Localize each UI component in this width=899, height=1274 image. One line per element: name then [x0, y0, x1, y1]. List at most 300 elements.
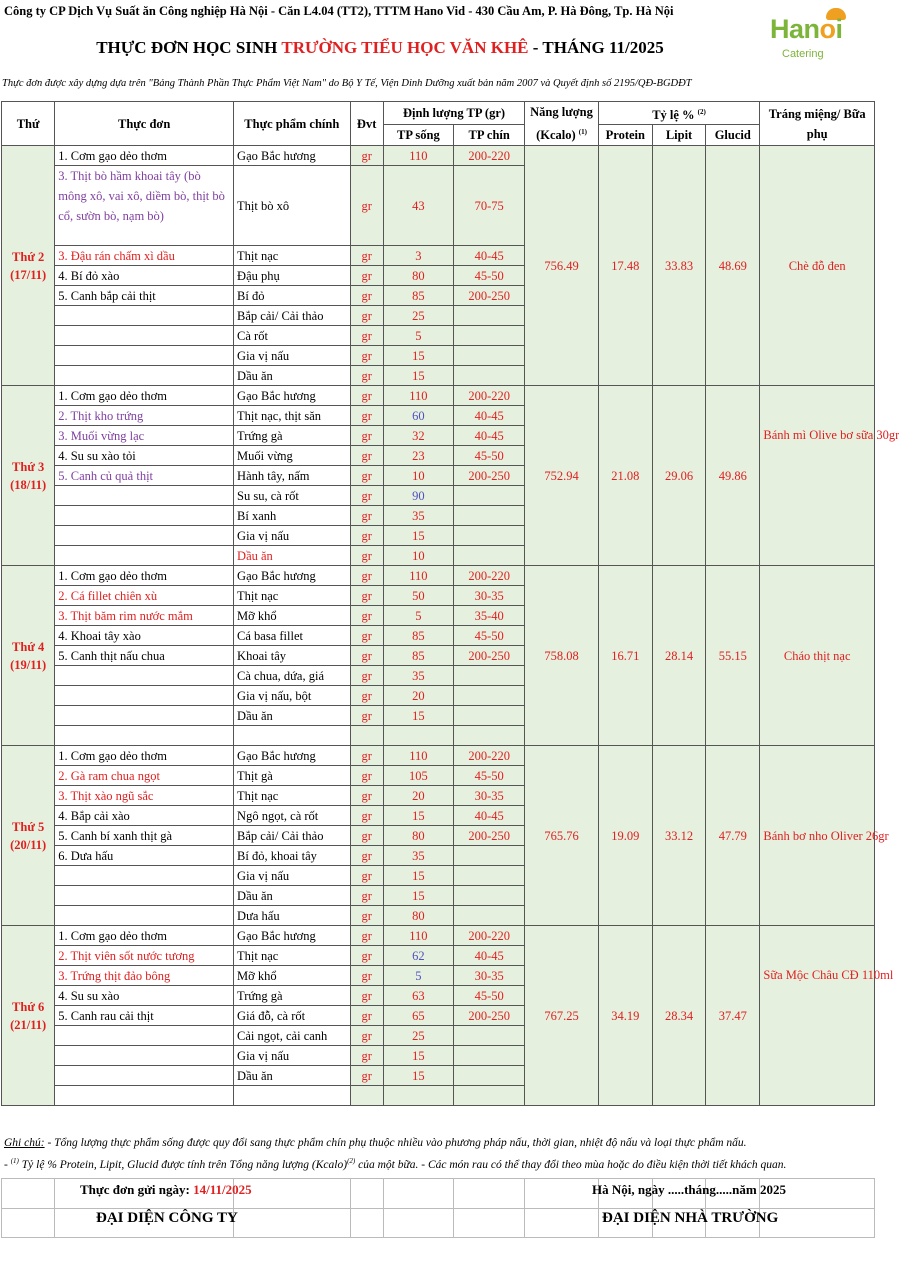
footnote-1 — [4, 1137, 747, 1149]
col-nang-luong — [525, 102, 598, 146]
raw-weight: 80 — [383, 906, 453, 926]
ingredient: Thịt nạc — [234, 586, 351, 606]
dessert: Chè đỗ đen — [760, 146, 875, 386]
col-thuc-pham: Thực phẩm chính — [234, 102, 351, 146]
cooked-weight — [454, 686, 525, 706]
cooked-weight — [454, 326, 525, 346]
dessert: Bánh mì Olive bơ sữa 30gr — [760, 386, 875, 566]
ingredient: Su su, cà rốt — [234, 486, 351, 506]
unit: gr — [350, 1066, 383, 1086]
raw-weight: 15 — [383, 706, 453, 726]
energy-value: 767.25 — [525, 926, 598, 1106]
col-ty-le-label: Tỷ lệ % — [652, 107, 695, 122]
dish-name — [55, 886, 234, 906]
dish-name: 4. Bắp cải xào — [55, 806, 234, 826]
cooked-weight: 200-220 — [454, 566, 525, 586]
unit: gr — [350, 366, 383, 386]
col-thu: Thứ — [2, 102, 55, 146]
day-label — [2, 566, 55, 746]
lipit-value: 28.14 — [652, 566, 705, 746]
dish-name: 1. Cơm gạo dẻo thơm — [55, 746, 234, 766]
title-suffix: - THÁNG 11/2025 — [528, 38, 664, 57]
logo-text-a: Han — [770, 14, 820, 44]
day-name: Thứ 4 — [12, 639, 45, 654]
unit: gr — [350, 746, 383, 766]
ingredient: Ngô ngọt, cà rốt — [234, 806, 351, 826]
logo-text — [770, 14, 843, 45]
glucid-value: 37.47 — [706, 926, 760, 1106]
raw-weight: 110 — [383, 566, 453, 586]
dish-name — [55, 906, 234, 926]
raw-weight: 35 — [383, 666, 453, 686]
glucid-value: 48.69 — [706, 146, 760, 386]
dish-name: 6. Dưa hấu — [55, 846, 234, 866]
day-name: Thứ 6 — [12, 999, 45, 1014]
menu-table — [1, 101, 899, 1106]
dish-name: 2. Thịt viên sốt nước tương — [55, 946, 234, 966]
energy-value: 752.94 — [525, 386, 598, 566]
cooked-weight: 40-45 — [454, 406, 525, 426]
ingredient: Gạo Bắc hương — [234, 566, 351, 586]
unit: gr — [350, 426, 383, 446]
day-date: (21/11) — [10, 1017, 47, 1032]
cooked-weight — [454, 866, 525, 886]
col-ty-le-sup: (2) — [697, 107, 706, 116]
ingredient: Cải ngọt, cải canh — [234, 1026, 351, 1046]
ingredient: Gia vị nấu, bột — [234, 686, 351, 706]
day-date: (18/11) — [10, 477, 47, 492]
cooked-weight — [454, 886, 525, 906]
dish-name — [55, 706, 234, 726]
dish-name — [55, 726, 234, 746]
unit: gr — [350, 386, 383, 406]
dish-name: 4. Khoai tây xào — [55, 626, 234, 646]
unit: gr — [350, 346, 383, 366]
ingredient: Dầu ăn — [234, 546, 351, 566]
dish-name — [55, 1046, 234, 1066]
raw-weight: 35 — [383, 506, 453, 526]
raw-weight: 110 — [383, 746, 453, 766]
cooked-weight: 45-50 — [454, 446, 525, 466]
unit: gr — [350, 486, 383, 506]
footnote-2b: của một bữa. - Các món rau có thể thay đổi theo mùa hoặc do điều kiện thời tiết khách quan. — [355, 1158, 787, 1171]
raw-weight: 60 — [383, 406, 453, 426]
dish-name — [55, 486, 234, 506]
raw-weight: 5 — [383, 606, 453, 626]
dish-name: 3. Thịt băm rim nước mắm — [55, 606, 234, 626]
cooked-weight: 45-50 — [454, 986, 525, 1006]
dish-name — [55, 366, 234, 386]
menu-row — [2, 566, 875, 586]
footnote-label: Ghi chú: — [4, 1137, 45, 1149]
unit: gr — [350, 986, 383, 1006]
raw-weight: 5 — [383, 966, 453, 986]
raw-weight: 15 — [383, 346, 453, 366]
ingredient: Gạo Bắc hương — [234, 746, 351, 766]
sent-date-value: 14/11/2025 — [193, 1182, 252, 1197]
raw-weight: 20 — [383, 786, 453, 806]
dish-name: 1. Cơm gạo dẻo thơm — [55, 146, 234, 166]
col-lipit: Lipit — [652, 125, 705, 146]
ingredient: Gạo Bắc hương — [234, 386, 351, 406]
raw-weight — [383, 1086, 453, 1106]
sent-date — [80, 1182, 252, 1198]
dish-name — [55, 866, 234, 886]
day-name: Thứ 2 — [12, 249, 45, 264]
unit: gr — [350, 546, 383, 566]
dish-name: 1. Cơm gạo dẻo thơm — [55, 566, 234, 586]
dessert: Sữa Mộc Châu CĐ 110ml — [760, 926, 875, 1106]
unit: gr — [350, 306, 383, 326]
day-label — [2, 746, 55, 926]
menu-body — [2, 146, 899, 1106]
col-ty-le — [598, 102, 760, 125]
raw-weight: 35 — [383, 846, 453, 866]
unit: gr — [350, 566, 383, 586]
cooked-weight: 70-75 — [454, 166, 525, 246]
ingredient: Gia vị nấu — [234, 1046, 351, 1066]
unit: gr — [350, 886, 383, 906]
date-line: Hà Nội, ngày .....tháng.....năm 2025 — [592, 1182, 786, 1197]
col-protein: Protein — [598, 125, 652, 146]
unit: gr — [350, 706, 383, 726]
cooked-weight: 30-35 — [454, 586, 525, 606]
raw-weight: 80 — [383, 266, 453, 286]
day-name: Thứ 5 — [12, 819, 45, 834]
raw-weight: 25 — [383, 306, 453, 326]
unit: gr — [350, 926, 383, 946]
cooked-weight — [454, 306, 525, 326]
cooked-weight — [454, 706, 525, 726]
raw-weight: 85 — [383, 286, 453, 306]
raw-weight: 15 — [383, 866, 453, 886]
day-label — [2, 926, 55, 1106]
cooked-weight — [454, 526, 525, 546]
day-date: (17/11) — [10, 267, 47, 282]
dish-name — [55, 306, 234, 326]
ingredient: Bắp cải/ Cải thảo — [234, 826, 351, 846]
unit: gr — [350, 786, 383, 806]
ingredient: Gia vị nấu — [234, 526, 351, 546]
raw-weight: 110 — [383, 146, 453, 166]
cooked-weight: 200-250 — [454, 1006, 525, 1026]
raw-weight: 43 — [383, 166, 453, 246]
dish-name: 5. Canh củ quả thịt — [55, 466, 234, 486]
raw-weight: 20 — [383, 686, 453, 706]
day-name: Thứ 3 — [12, 459, 45, 474]
dish-name: 3. Đậu rán chấm xì dầu — [55, 246, 234, 266]
cooked-weight: 40-45 — [454, 946, 525, 966]
cooked-weight: 200-220 — [454, 926, 525, 946]
hanoi-catering-logo — [764, 6, 872, 66]
dish-name: 1. Cơm gạo dẻo thơm — [55, 926, 234, 946]
unit: gr — [350, 1006, 383, 1026]
cooked-weight: 200-250 — [454, 286, 525, 306]
company-info: Công ty CP Dịch Vụ Suất ăn Công nghiệp Hà Nội - Căn L4.04 (TT2), TTTM Hano Vid - 430 Cầu Am, P. Hà Đông, Tp. Hà Nội — [4, 4, 674, 18]
raw-weight: 110 — [383, 386, 453, 406]
raw-weight: 62 — [383, 946, 453, 966]
cooked-weight — [454, 366, 525, 386]
raw-weight: 50 — [383, 586, 453, 606]
cooked-weight — [454, 1086, 525, 1106]
raw-weight: 5 — [383, 326, 453, 346]
ingredient — [234, 1086, 351, 1106]
unit: gr — [350, 326, 383, 346]
energy-value: 756.49 — [525, 146, 598, 386]
dish-name: 2. Gà ram chua ngọt — [55, 766, 234, 786]
menu-row — [2, 746, 875, 766]
raw-weight: 32 — [383, 426, 453, 446]
col-nang-luong-sup: (1) — [578, 128, 587, 136]
raw-weight: 15 — [383, 886, 453, 906]
ingredient: Dưa hấu — [234, 906, 351, 926]
col-thuc-don: Thực đơn — [55, 102, 234, 146]
ingredient: Khoai tây — [234, 646, 351, 666]
ingredient: Dầu ăn — [234, 1066, 351, 1086]
ingredient: Giá đỗ, cà rốt — [234, 1006, 351, 1026]
dish-name: 1. Cơm gạo dẻo thơm — [55, 386, 234, 406]
lipit-value: 33.12 — [652, 746, 705, 926]
dish-name: 3. Thịt bò hầm khoai tây (bò mông xô, vai xô, diềm bò, thịt bò cổ, sườn bò, nạm bò) — [55, 166, 234, 246]
ingredient: Muối vừng — [234, 446, 351, 466]
cooked-weight — [454, 1026, 525, 1046]
cooked-weight — [454, 346, 525, 366]
cooked-weight: 200-250 — [454, 826, 525, 846]
unit: gr — [350, 146, 383, 166]
dish-name: 4. Bí đỏ xào — [55, 266, 234, 286]
menu-row — [2, 146, 875, 166]
ingredient: Bắp cải/ Cải thảo — [234, 306, 351, 326]
energy-value: 758.08 — [525, 566, 598, 746]
ingredient: Thịt nạc — [234, 946, 351, 966]
footnote-2-prefix: - — [4, 1158, 11, 1171]
cooked-weight: 30-35 — [454, 966, 525, 986]
energy-value: 765.76 — [525, 746, 598, 926]
cooked-weight — [454, 666, 525, 686]
cooked-weight: 200-250 — [454, 646, 525, 666]
dish-name: 5. Canh rau cải thịt — [55, 1006, 234, 1026]
dish-name — [55, 506, 234, 526]
unit: gr — [350, 446, 383, 466]
ingredient: Trứng gà — [234, 426, 351, 446]
ingredient: Thịt nạc — [234, 246, 351, 266]
ingredient: Gạo Bắc hương — [234, 926, 351, 946]
footnote-sup-2: (2) — [347, 1157, 356, 1165]
ingredient: Mỡ khổ — [234, 606, 351, 626]
unit: gr — [350, 1026, 383, 1046]
ingredient: Bí đỏ — [234, 286, 351, 306]
dish-name: 3. Trứng thịt đảo bông — [55, 966, 234, 986]
raw-weight: 15 — [383, 366, 453, 386]
dessert: Cháo thịt nạc — [760, 566, 875, 746]
sent-label: Thực đơn gửi ngày: — [80, 1182, 194, 1197]
cooked-weight — [454, 486, 525, 506]
unit: gr — [350, 406, 383, 426]
raw-weight: 15 — [383, 526, 453, 546]
ingredient: Gia vị nấu — [234, 866, 351, 886]
menu-row — [2, 926, 875, 946]
cooked-weight: 35-40 — [454, 606, 525, 626]
cooked-weight — [454, 506, 525, 526]
ingredient: Dầu ăn — [234, 706, 351, 726]
protein-value: 17.48 — [598, 146, 652, 386]
day-date: (20/11) — [10, 837, 47, 852]
glucid-value: 55.15 — [706, 566, 760, 746]
raw-weight: 3 — [383, 246, 453, 266]
cooked-weight: 30-35 — [454, 786, 525, 806]
col-tp-song: TP sống — [383, 125, 453, 146]
raw-weight: 15 — [383, 1046, 453, 1066]
page-title — [0, 38, 760, 58]
dish-name — [55, 686, 234, 706]
ingredient: Dầu ăn — [234, 366, 351, 386]
raw-weight: 85 — [383, 646, 453, 666]
unit: gr — [350, 966, 383, 986]
footnote-text: - Tổng lượng thực phẩm sống được quy đổi sang thực phẩm chín phụ thuộc nhiều vào phương pháp nấu, thời gian, nhiệt độ nấu và loại thực phẩm nấu. — [44, 1137, 747, 1149]
protein-value: 19.09 — [598, 746, 652, 926]
glucid-value: 47.79 — [706, 746, 760, 926]
dish-name — [55, 1026, 234, 1046]
unit: gr — [350, 866, 383, 886]
company-representative: ĐẠI DIỆN CÔNG TY — [96, 1210, 238, 1226]
cooked-weight — [454, 1046, 525, 1066]
ingredient: Thịt nạc — [234, 786, 351, 806]
ingredient: Thịt nạc, thịt săn — [234, 406, 351, 426]
cooked-weight — [454, 726, 525, 746]
dish-name: 3. Muối vừng lạc — [55, 426, 234, 446]
raw-weight: 90 — [383, 486, 453, 506]
cooked-weight — [454, 546, 525, 566]
ingredient: Thịt gà — [234, 766, 351, 786]
ingredient: Gạo Bắc hương — [234, 146, 351, 166]
school-representative: ĐẠI DIỆN NHÀ TRƯỜNG — [602, 1210, 779, 1226]
col-dinh-luong: Định lượng TP (gr) — [383, 102, 525, 125]
ingredient: Dầu ăn — [234, 886, 351, 906]
cooked-weight: 45-50 — [454, 266, 525, 286]
unit — [350, 726, 383, 746]
ingredient: Bí đỏ, khoai tây — [234, 846, 351, 866]
unit: gr — [350, 846, 383, 866]
col-dvt: Đvt — [350, 102, 383, 146]
dish-name — [55, 346, 234, 366]
cooked-weight: 200-250 — [454, 466, 525, 486]
day-label — [2, 146, 55, 386]
dish-name: 4. Su su xào tỏi — [55, 446, 234, 466]
ingredient: Mỡ khổ — [234, 966, 351, 986]
logo-subtext: Catering — [782, 48, 824, 60]
ingredient: Hành tây, nấm — [234, 466, 351, 486]
dessert: Bánh bơ nho Oliver 26gr — [760, 746, 875, 926]
school-name: TRƯỜNG TIỂU HỌC VĂN KHÊ — [281, 38, 529, 57]
unit: gr — [350, 526, 383, 546]
unit: gr — [350, 906, 383, 926]
footnote-2 — [4, 1157, 786, 1171]
cooked-weight: 45-50 — [454, 766, 525, 786]
dish-name: 3. Thịt xào ngũ sắc — [55, 786, 234, 806]
dish-name — [55, 1066, 234, 1086]
ingredient: Đậu phụ — [234, 266, 351, 286]
raw-weight: 105 — [383, 766, 453, 786]
dish-name — [55, 1086, 234, 1106]
raw-weight: 10 — [383, 546, 453, 566]
dish-name — [55, 526, 234, 546]
unit: gr — [350, 1046, 383, 1066]
ingredient: Thịt bò xô — [234, 166, 351, 246]
cooked-weight — [454, 906, 525, 926]
cooked-weight: 200-220 — [454, 746, 525, 766]
ingredient: Trứng gà — [234, 986, 351, 1006]
col-nang-luong-label: Năng lượng (Kcalo) — [530, 105, 593, 143]
unit: gr — [350, 506, 383, 526]
unit: gr — [350, 826, 383, 846]
cooked-weight: 45-50 — [454, 626, 525, 646]
footnote-sup-1: (1) — [10, 1157, 19, 1165]
logo-text-c: i — [835, 14, 843, 44]
menu-row — [2, 386, 875, 406]
day-label — [2, 386, 55, 566]
unit: gr — [350, 266, 383, 286]
col-trang-mieng: Tráng miệng/ Bữa phụ — [760, 102, 875, 146]
raw-weight — [383, 726, 453, 746]
protein-value: 21.08 — [598, 386, 652, 566]
lipit-value: 28.34 — [652, 926, 705, 1106]
raw-weight: 25 — [383, 1026, 453, 1046]
raw-weight: 110 — [383, 926, 453, 946]
raw-weight: 65 — [383, 1006, 453, 1026]
cooked-weight — [454, 1066, 525, 1086]
source-note: Thực đơn được xây dựng dựa trên "Bảng Thành Phần Thực Phẩm Việt Nam" do Bộ Y Tế, Viện Dinh Dưỡng xuất bản năm 2007 và Quyết định số 2195/QĐ-BGDĐT — [2, 78, 692, 89]
raw-weight: 23 — [383, 446, 453, 466]
unit: gr — [350, 586, 383, 606]
footnote-2a: Tỷ lệ % Protein, Lipit, Glucid được tính trên Tổng năng lượng (Kcalo) — [18, 1158, 348, 1171]
unit: gr — [350, 946, 383, 966]
protein-value: 34.19 — [598, 926, 652, 1106]
dish-name: 4. Su su xào — [55, 986, 234, 1006]
lipit-value: 33.83 — [652, 146, 705, 386]
day-date: (19/11) — [10, 657, 47, 672]
ingredient: Gia vị nấu — [234, 346, 351, 366]
unit: gr — [350, 626, 383, 646]
unit: gr — [350, 466, 383, 486]
lipit-value: 29.06 — [652, 386, 705, 566]
unit: gr — [350, 246, 383, 266]
dish-name — [55, 326, 234, 346]
raw-weight: 85 — [383, 626, 453, 646]
unit: gr — [350, 286, 383, 306]
unit: gr — [350, 806, 383, 826]
unit: gr — [350, 606, 383, 626]
cooked-weight — [454, 846, 525, 866]
unit: gr — [350, 166, 383, 246]
logo-text-b: o — [819, 14, 836, 44]
unit: gr — [350, 666, 383, 686]
protein-value: 16.71 — [598, 566, 652, 746]
cooked-weight: 40-45 — [454, 426, 525, 446]
unit — [350, 1086, 383, 1106]
cooked-weight: 200-220 — [454, 386, 525, 406]
dish-name: 2. Thịt kho trứng — [55, 406, 234, 426]
ingredient: Cá basa fillet — [234, 626, 351, 646]
raw-weight: 10 — [383, 466, 453, 486]
col-tp-chin: TP chín — [454, 125, 525, 146]
unit: gr — [350, 646, 383, 666]
glucid-value: 49.86 — [706, 386, 760, 566]
cooked-weight: 40-45 — [454, 246, 525, 266]
unit: gr — [350, 766, 383, 786]
cooked-weight: 200-220 — [454, 146, 525, 166]
cooked-weight: 40-45 — [454, 806, 525, 826]
dish-name: 5. Canh bắp cải thịt — [55, 286, 234, 306]
